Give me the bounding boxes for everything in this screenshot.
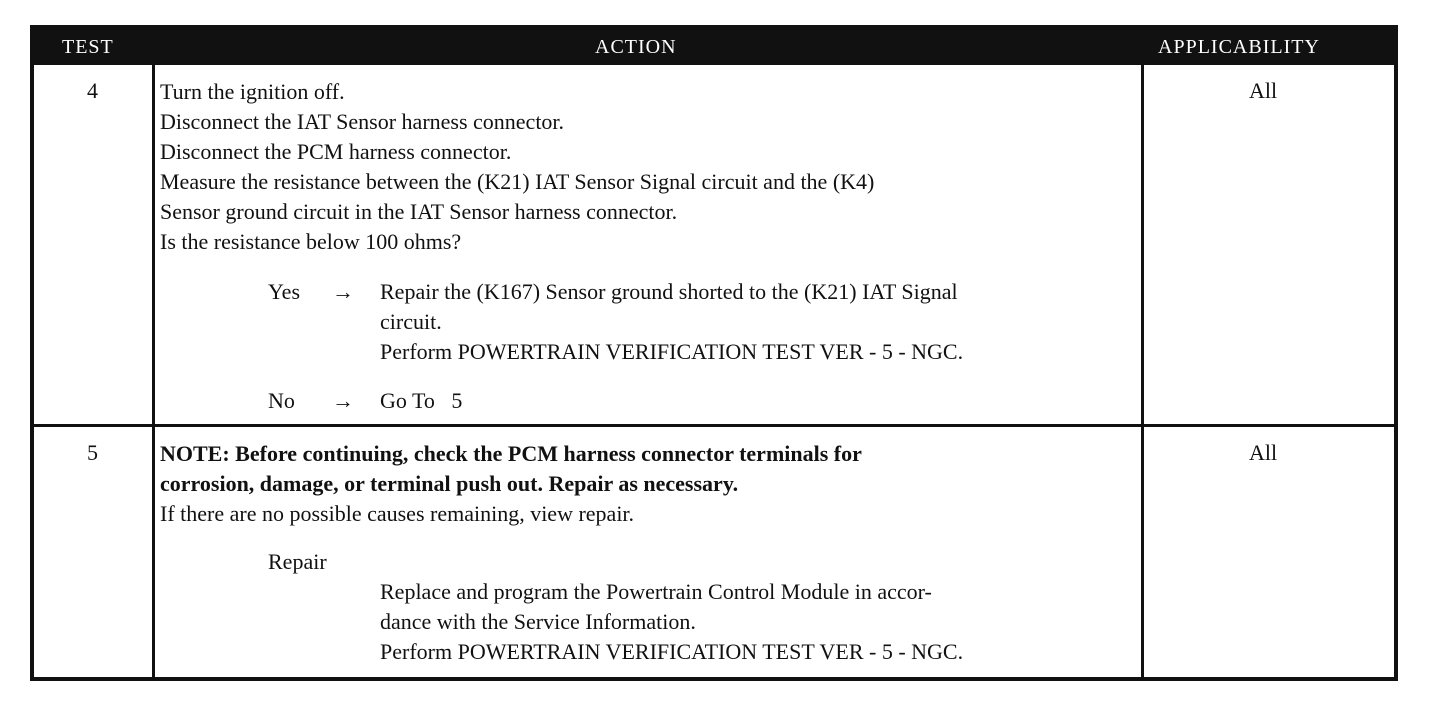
yes-action-line: Perform POWERTRAIN VERIFICATION TEST VER - 5 - NGC. [380,339,964,364]
yes-label: Yes [268,279,301,304]
instruction-line: Disconnect the IAT Sensor harness connector. [160,109,565,134]
yes-action [380,277,963,367]
repair-label: Repair [268,549,327,574]
column-divider-action [1141,65,1144,681]
instruction-line: Is the resistance below 100 ohms? [160,229,462,254]
repair-action-line: dance with the Service Information. [380,609,696,634]
arrow-right-icon: → [332,388,354,413]
header-applicability: APPLICABILITY [1158,36,1320,58]
note-line: NOTE: Before continuing, check the PCM harness connector terminals for [160,441,862,466]
header-action: ACTION [595,36,677,58]
note-line: corrosion, damage, or terminal push out. Repair as necessary. [160,471,739,496]
test-number-4: 4 [87,78,98,103]
applicability-row-4: All [1249,78,1278,103]
instruction-line: Sensor ground circuit in the IAT Sensor harness connector. [160,199,678,224]
diagnostic-table [30,25,1398,681]
table-header [34,29,1394,65]
yes-action-line: circuit. [380,309,442,334]
no-label: No [268,388,295,413]
repair-action-line: Replace and program the Powertrain Control Module in accor- [380,579,932,604]
instruction-line: Turn the ignition off. [160,79,345,104]
instruction-line: If there are no possible causes remaining, view repair. [160,501,635,526]
column-divider-test [152,65,155,681]
instruction-line: Disconnect the PCM harness connector. [160,139,512,164]
repair-action-line: Perform POWERTRAIN VERIFICATION TEST VER - 5 - NGC. [380,639,964,664]
note-text [160,439,862,499]
instruction-line: Measure the resistance between the (K21) IAT Sensor Signal circuit and the (K4) [160,169,875,194]
no-action: Go To 5 [380,388,463,413]
applicability-row-5: All [1249,440,1278,465]
header-test: TEST [62,36,114,58]
row-divider [34,424,1394,427]
repair-action [380,577,963,667]
yes-action-line: Repair the (K167) Sensor ground shorted to the (K21) IAT Signal [380,279,958,304]
test-number-5: 5 [87,440,98,465]
row-4-instructions [160,77,874,257]
arrow-right-icon: → [332,279,354,304]
